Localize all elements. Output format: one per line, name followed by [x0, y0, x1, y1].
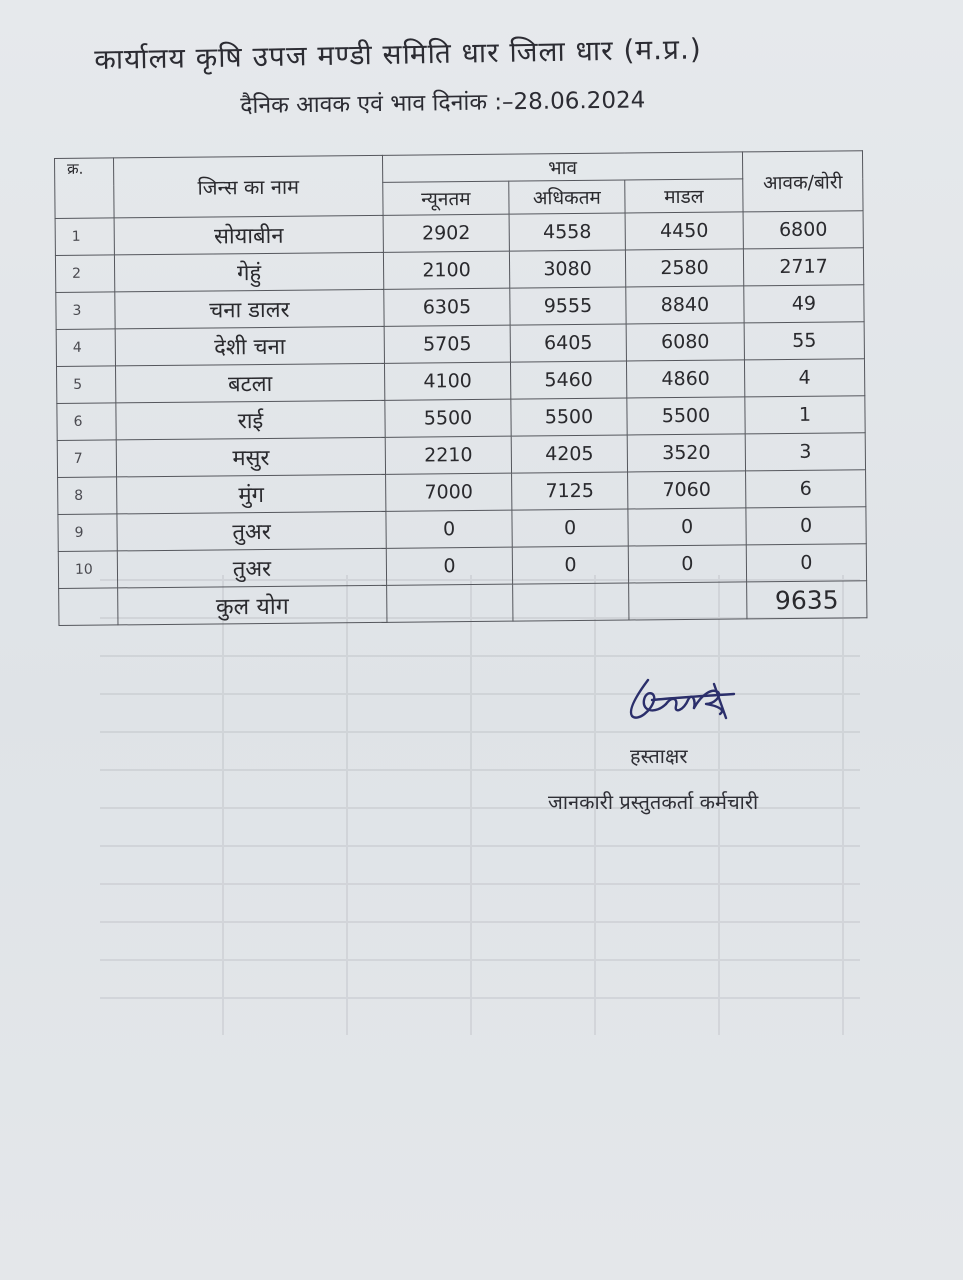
min-rate: 5500	[385, 399, 511, 437]
model-rate: 4860	[626, 360, 744, 398]
row-serial: 9	[58, 514, 117, 552]
row-serial: 1	[55, 218, 114, 256]
commodity-name: देशी चना	[115, 326, 384, 366]
arrival-bags: 4	[744, 359, 864, 397]
arrival-bags: 49	[744, 285, 864, 323]
arrival-bags: 0	[746, 507, 866, 545]
model-rate: 0	[628, 508, 746, 546]
max-rate: 0	[512, 546, 628, 584]
total-min-blank	[387, 584, 513, 622]
rates-table	[54, 150, 867, 626]
model-rate: 5500	[627, 397, 745, 435]
commodity-name: चना डालर	[115, 289, 384, 329]
arrival-bags: 6800	[743, 211, 863, 249]
max-rate: 6405	[510, 324, 626, 362]
min-rate: 7000	[386, 473, 512, 511]
model-rate: 3520	[627, 434, 745, 472]
row-serial: 5	[57, 366, 116, 404]
model-rate: 6080	[626, 323, 744, 361]
commodity-name: तुअर	[117, 548, 386, 588]
commodity-name: राई	[116, 400, 385, 440]
row-serial: 6	[57, 403, 116, 441]
arrival-bags: 55	[744, 322, 864, 360]
max-rate: 0	[512, 509, 628, 547]
header-max-rate: अधिकतम	[509, 180, 625, 214]
min-rate: 6305	[384, 288, 510, 326]
model-rate: 4450	[625, 212, 743, 250]
max-rate: 5460	[510, 361, 626, 399]
row-serial: 2	[55, 255, 114, 293]
min-rate: 0	[386, 510, 512, 548]
min-rate: 2100	[383, 251, 509, 289]
min-rate: 2210	[385, 436, 511, 474]
arrival-bags: 2717	[743, 248, 863, 286]
header-rate: भाव	[382, 152, 742, 182]
min-rate: 4100	[384, 362, 510, 400]
header-min-rate: न्यूनतम	[383, 181, 509, 215]
header-arrival: आवक/बोरी	[742, 151, 863, 212]
min-rate: 0	[386, 547, 512, 585]
total-label: कुल योग	[118, 585, 387, 625]
arrival-bags: 0	[746, 544, 866, 582]
commodity-name: मुंग	[117, 474, 386, 514]
header-serial: क्र.	[55, 158, 115, 219]
total-row	[59, 581, 867, 626]
max-rate: 4558	[509, 213, 625, 251]
row-serial: 8	[58, 477, 117, 515]
min-rate: 5705	[384, 325, 510, 363]
max-rate: 3080	[509, 250, 625, 288]
model-rate: 8840	[626, 286, 744, 324]
row-serial: 7	[57, 440, 116, 478]
min-rate: 2902	[383, 214, 509, 252]
signature-mark	[622, 670, 742, 726]
max-rate: 5500	[511, 398, 627, 436]
max-rate: 9555	[510, 287, 626, 325]
signatory-role: जानकारी प्रस्तुतकर्ता कर्मचारी	[548, 790, 759, 814]
commodity-name: बटला	[115, 363, 384, 403]
total-arrival: 9635	[747, 581, 867, 619]
commodity-name: गेहुं	[114, 252, 383, 292]
row-serial: 4	[56, 329, 115, 367]
row-serial: 10	[58, 551, 117, 589]
header-model-rate: माडल	[625, 179, 743, 213]
arrival-bags: 6	[746, 470, 866, 508]
model-rate: 2580	[625, 249, 743, 287]
page-title: कार्यालय कृषि उपज मण्डी समिति धार जिला धार (म.प्र.)	[94, 32, 703, 76]
header-commodity-name: जिन्स का नाम	[114, 155, 384, 218]
max-rate: 4205	[511, 435, 627, 473]
total-max-blank	[513, 583, 629, 621]
model-rate: 0	[628, 545, 746, 583]
commodity-name: तुअर	[117, 511, 386, 551]
total-model-blank	[629, 582, 747, 620]
model-rate: 7060	[628, 471, 746, 509]
commodity-name: मसुर	[116, 437, 385, 477]
commodity-name: सोयाबीन	[114, 215, 383, 255]
arrival-bags: 1	[745, 396, 865, 434]
signature-label: हस्ताक्षर	[630, 744, 688, 768]
row-serial: 3	[56, 292, 115, 330]
page-subtitle: दैनिक आवक एवं भाव दिनांक :–28.06.2024	[240, 87, 646, 119]
arrival-bags: 3	[745, 433, 865, 471]
total-serial-blank	[59, 588, 118, 626]
max-rate: 7125	[512, 472, 628, 510]
rates-table-container	[54, 150, 867, 626]
